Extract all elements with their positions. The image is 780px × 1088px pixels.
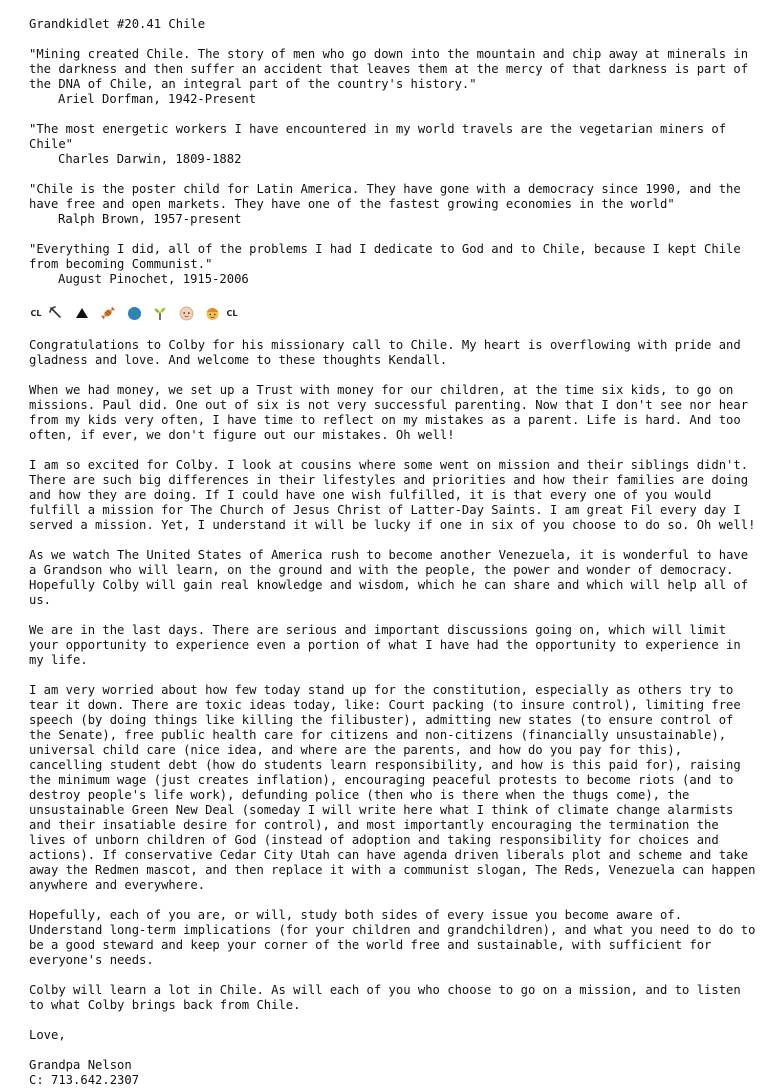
document-title: Grandkidlet #20.41 Chile [29,17,206,31]
quote-block [29,242,756,287]
paragraph: We are in the last days. There are serious and important discussions going on, which will limit your opportunity to experience even a portion of what I have had the opportunity to experience in my life. [29,623,741,667]
emoji-row [29,302,756,324]
paragraph: Colby will learn a lot in Chile. As will each of you who choose to go on a mission, and to listen to what Colby brings back from Chile. [29,983,741,1012]
chile-flag-icon: CL [30,308,42,318]
paragraph: Hopefully, each of you are, or will, study both sides of every issue you become aware of. Understand long-term implications (for your children and grandchildren), and what you need to do to be a good steward and keep your corner of the world free and sustainable, with sufficient for everyone's needs. [29,908,756,967]
candy-icon [95,303,121,323]
signature-name: Grandpa Nelson [29,1058,132,1072]
quote-text: "Chile is the poster child for Latin America. They have gone with a democracy since 1990, and the have free and open markets. They have one of the fastest growing economies in the world" [29,182,741,211]
paragraph: When we had money, we set up a Trust with money for our children, at the time six kids, to go on missions. Paul did. One out of six is not very successful parenting. Now that I don't see nor hear from my kids very often, I have time to reflect on my mistakes as a parent. Life is hard. And too often, if ever, we don't figure out our mistakes. Oh well! [29,383,749,442]
quote-attribution: Ariel Dorfman, 1942-Present [58,92,257,106]
quote-attribution: Charles Darwin, 1809-1882 [58,152,242,166]
quote-block [29,182,756,227]
seedling-icon [147,303,173,323]
mountain-icon [69,303,95,323]
closing-line: Love, [29,1028,66,1042]
chile-flag-icon: CL [226,308,238,318]
quote-text: "The most energetic workers I have encountered in my world travels are the vegetarian miners of Chile" [29,122,727,151]
signature-phone: C: 713.642.2307 [29,1073,140,1087]
quote-attribution: August Pinochet, 1915-2006 [58,272,249,286]
quote-text: "Mining created Chile. The story of men who go down into the mountain and chip away at minerals in the darkness and then suffer an accident that leaves them at the mercy of that darkness is part of the DNA of Chile, an integral part of the country's history." [29,47,749,91]
quote-text: "Everything I did, all of the problems I had I dedicate to God and to Chile, because I kept Chile from becoming Communist." [29,242,741,271]
quote-attribution: Ralph Brown, 1957-present [58,212,242,226]
quote-block [29,47,756,107]
baby-icon [173,303,199,323]
pick-icon [43,303,69,323]
paragraph: I am very worried about how few today stand up for the constitution, especially as others try to tear it down. There are toxic ideas today, like: Court packing (to insure control), limiting free speech (by doing things like killing the filibuster), admitting new states (to ensure control of the Senate), free public health care for citizens and non-citizens (financially unsustainable), universal child care (nice idea, and where are the parents, and how do you pay for this), cancelling student debt (how do students learn responsibility, and how is this paid for), raising the minimum wage (just creates inflation), encouraging peaceful protests to become riots (and to destroy people's life work), defunding police (then who is there when the thugs come), the unsustainable Green New Deal (someday I will write here what I think of climate change alarmists and their insatiable desire for control), and most importantly encouraging the termination the lives of unborn children of God (instead of adoption and taking responsibility for choices and actions). If conservative Cedar City Utah can have agenda driven liberals plot and scheme and take away the Redmen mascot, and then replace it with a communist slogan, The Reds, Venezuela can happen anywhere and everywhere. [29,683,756,892]
globe-icon [121,303,147,323]
worker-icon [199,303,225,323]
paragraph: Congratulations to Colby for his missionary call to Chile. My heart is overflowing with pride and gladness and love. And welcome to these thoughts Kendall. [29,338,741,367]
quote-block [29,122,756,167]
paragraph: I am so excited for Colby. I look at cousins where some went on mission and their siblings didn't. There are such big differences in their lifestyles and priorities and how their families are doing and how they are doing. If I could have one wish fulfilled, it is that every one of you would fulfill a mission for The Church of Jesus Christ of Latter-Day Saints. I am great Fil every day I served a mission. Yet, I understand it will be lucky if one in six of you choose to do so. Oh well! [29,458,756,532]
paragraph: As we watch The United States of America rush to become another Venezuela, it is wonderful to have a Grandson who will learn, on the ground and with the people, the power and wonder of democracy. Hopefully Colby will gain real knowledge and wisdom, which he can share and which will help all of us. [29,548,749,607]
